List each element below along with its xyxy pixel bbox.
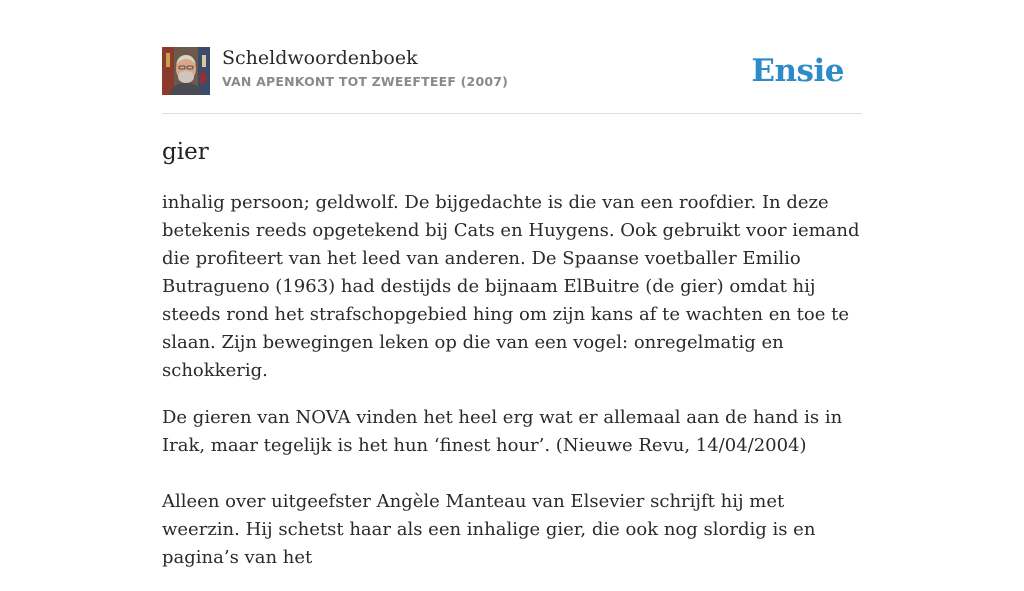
paragraph-gap: [162, 460, 862, 488]
header-divider: [162, 113, 862, 114]
example-quote: Alleen over uitgeefster Angèle Manteau van Elsevier schrijft hij met weerzin. Hij schetst haar als een inhalige gier, die ook nog slordig is en pagina’s van het: [162, 491, 816, 568]
author-avatar[interactable]: [162, 47, 210, 95]
source-subtitle: VAN APENKONT TOT ZWEEFTEEF (2007): [222, 74, 509, 89]
author-portrait-icon: [162, 47, 210, 95]
page: [162, 0, 862, 568]
ensie-logo[interactable]: Ensie: [751, 53, 844, 89]
entry-title: gier: [162, 139, 209, 165]
definition-paragraph: inhalig persoon; geldwolf. De bijgedachte is die van een roofdier. In deze betekenis reeds opgetekend bij Cats en Huygens. Ook gebruikt voor iemand die profiteert van het leed van anderen. De Spaanse voetballer Emilio Butragueno (1963) had destijds de bijnaam ElBuitre (de gier) omdat hij steeds rond het strafschopgebied hing om zijn kans af te wachten en toe te slaan. Zijn bewegingen leken op die van een vogel: onregelmatig en schokkerig.: [162, 192, 860, 381]
source-header: [162, 46, 862, 96]
source-title[interactable]: Scheldwoordenboek: [222, 47, 418, 69]
example-quote: De gieren van NOVA vinden het heel erg wat er allemaal aan de hand is in Irak, maar tegelijk is het hun ‘finest hour’. (Nieuwe Revu, 14/04/2004): [162, 407, 843, 456]
entry-body: [162, 189, 862, 591]
